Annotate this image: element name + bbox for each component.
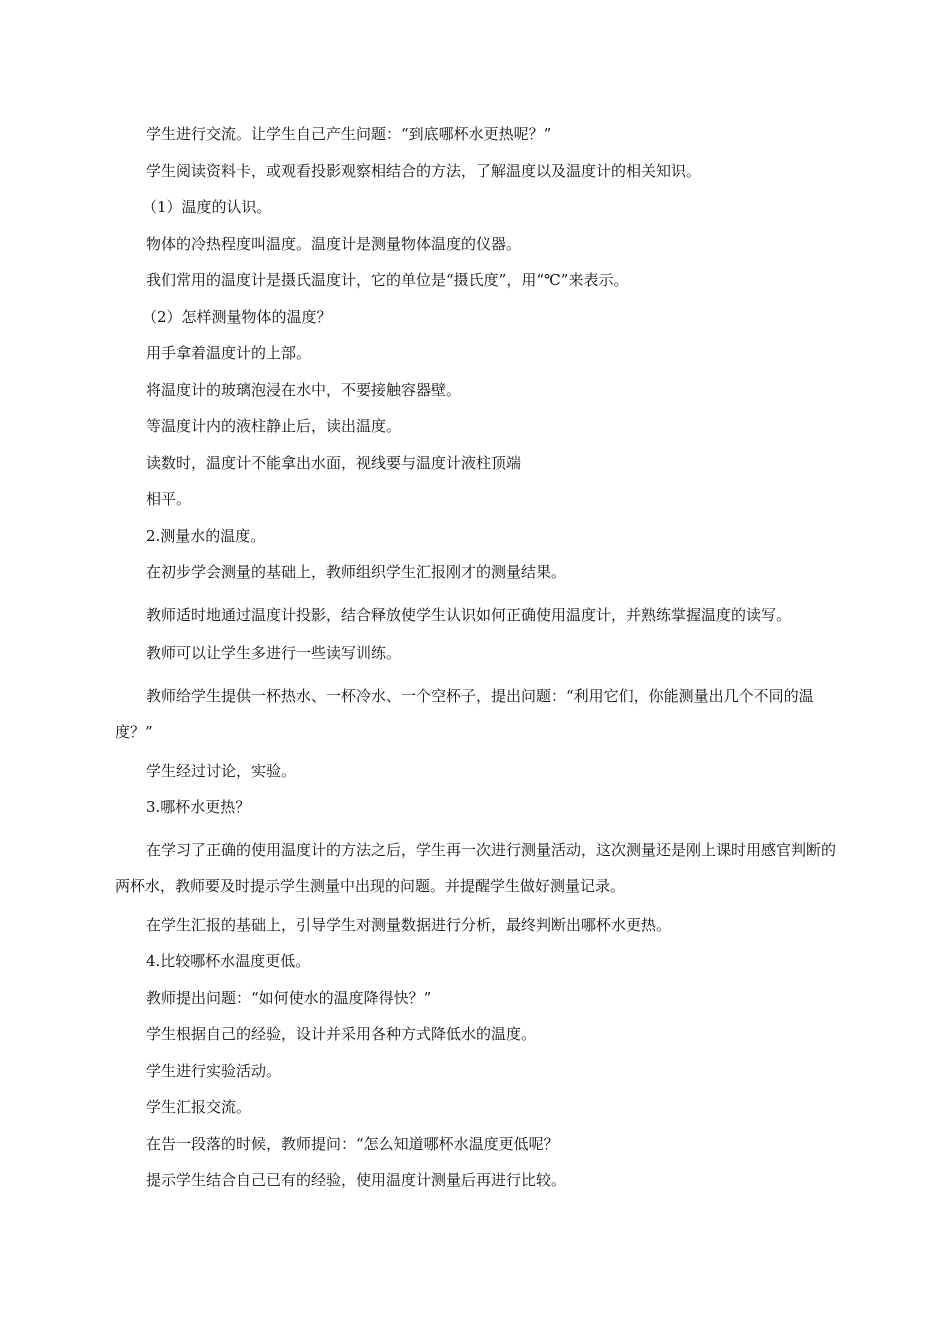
paragraph: 教师给学生提供一杯热水、一杯冷水、一个空杯子，提出问题：“利用它们，你能测量出几个不同的温度？” — [115, 686, 814, 741]
section-heading: 2.测量水的温度。 — [146, 526, 266, 545]
paragraph: 在告一段落的时候，教师提问：“怎么知道哪杯水温度更低呢？ — [146, 1134, 559, 1153]
paragraph: 我们常用的温度计是摄氏温度计，它的单位是“摄氏度”，用“℃”来表示。 — [146, 271, 629, 289]
paragraph: 用手拿着温度计的上部。 — [146, 344, 312, 362]
paragraph: 在初步学会测量的基础上，教师组织学生汇报刚才的测量结果。 — [146, 563, 567, 581]
paragraph: 学生阅读资料卡，或观看投影观察相结合的方法，了解温度以及温度计的相关知识。 — [146, 161, 702, 180]
paragraph: 学生汇报交流。 — [146, 1098, 252, 1116]
paragraph: 学生经过讨论，实验。 — [146, 761, 297, 780]
section-heading: （2）怎样测量物体的温度？ — [142, 307, 332, 326]
paragraph: 等温度计内的液柱静止后，读出温度。 — [146, 417, 402, 435]
paragraph: 学生根据自己的经验，设计并采用各种方式降低水的温度。 — [146, 1025, 537, 1043]
paragraph: 在学习了正确的使用温度计的方法之后，学生再一次进行测量活动，这次测量还是刚上课时用感官判断的两杯水，教师要及时提示学生测量中出现的问题。并提醒学生做好测量记录。 — [115, 840, 837, 895]
paragraph: 读数时，温度计不能拿出水面，视线要与温度计液柱顶端 — [146, 453, 522, 472]
paragraph: 在学生汇报的基础上，引导学生对测量数据进行分析，最终判断出哪杯水更热。 — [146, 915, 672, 934]
paragraph: 相平。 — [146, 490, 192, 508]
document-body — [115, 122, 840, 1205]
paragraph: 学生进行交流。让学生自己产生问题：“到底哪杯水更热呢？” — [146, 125, 552, 143]
paragraph: 教师提出问题：“如何使水的温度降得快？” — [146, 988, 432, 1007]
paragraph: 教师可以让学生多进行一些读写训练。 — [146, 644, 402, 662]
section-heading: 4.比较哪杯水温度更低。 — [146, 952, 311, 970]
section-heading: （1）温度的认识。 — [142, 198, 272, 216]
section-heading: 3.哪杯水更热？ — [146, 798, 251, 816]
paragraph: 将温度计的玻璃泡浸在水中，不要接触容器壁。 — [146, 380, 462, 399]
paragraph: 物体的冷热程度叫温度。温度计是测量物体温度的仪器。 — [146, 234, 522, 253]
paragraph: 学生进行实验活动。 — [146, 1061, 282, 1080]
paragraph: 提示学生结合自己已有的经验，使用温度计测量后再进行比较。 — [146, 1171, 567, 1189]
paragraph: 教师适时地通过温度计投影，结合释放使学生认识如何正确使用温度计，并熟练掌握温度的读写。 — [146, 605, 792, 624]
